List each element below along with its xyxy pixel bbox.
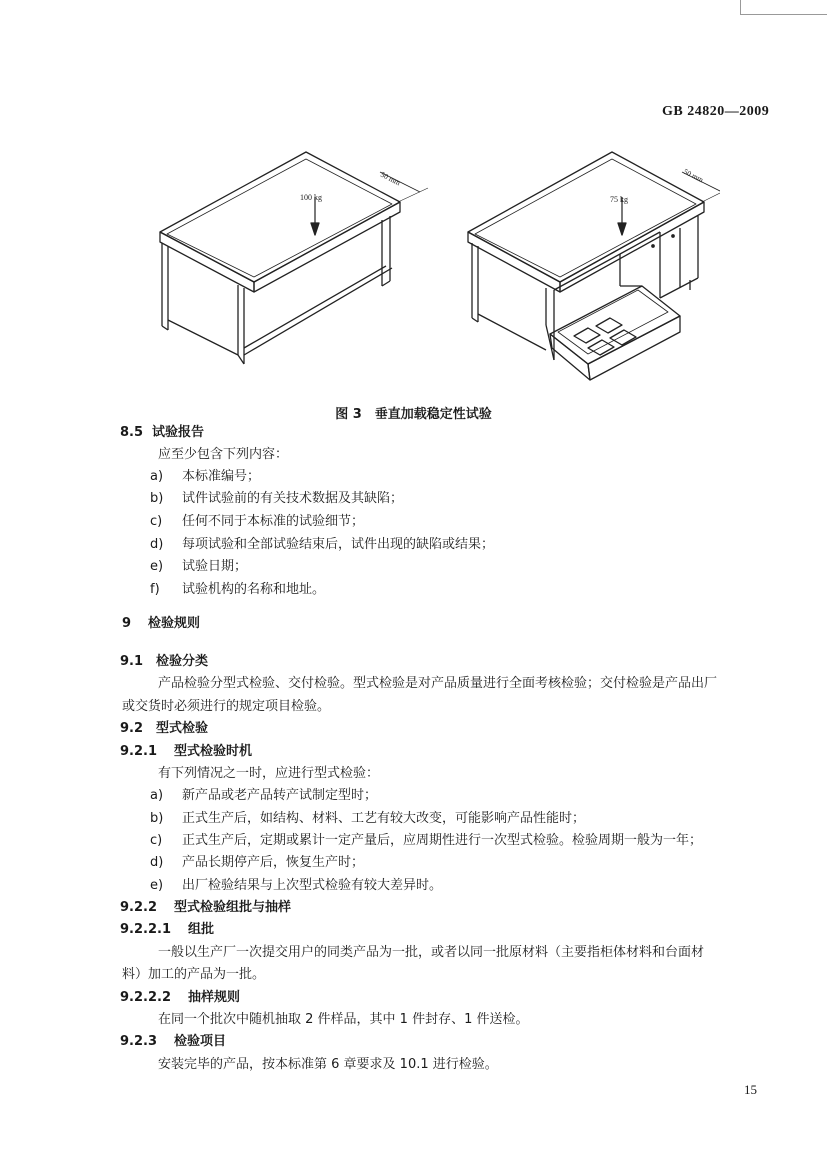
list-item: e) 出厂检验结果与上次型式检验有较大差异时。	[150, 878, 443, 893]
paragraph: 或交货时必须进行的规定项目检验。	[122, 699, 331, 714]
list-item: b) 试件试验前的有关技术数据及其缺陷；	[150, 491, 404, 506]
left-table-drawing	[160, 152, 428, 364]
list-item: a) 本标准编号；	[150, 469, 261, 484]
paragraph: 料）加工的产品为一批。	[122, 967, 266, 982]
standard-code: GB 24820—2009	[662, 104, 770, 119]
page-number: 15	[744, 1082, 757, 1097]
figure-caption: 图 3 垂直加载稳定性试验	[335, 407, 492, 422]
section-9-2-heading: 9.2 型式检验	[120, 721, 209, 736]
section-9-2-3-heading: 9.2.3 检验项目	[120, 1034, 227, 1049]
paragraph: 产品检验分型式检验、交付检验。型式检验是对产品质量进行全面考核检验；交付检验是产品出厂	[158, 676, 718, 691]
s85-intro: 应至少包含下列内容：	[158, 447, 289, 462]
list-item: a) 新产品或老产品转产试制定型时；	[150, 788, 378, 803]
figure-3	[150, 150, 720, 395]
paragraph: 在同一个批次中随机抽取 2 件样品，其中 1 件封存、1 件送检。	[158, 1012, 529, 1027]
paragraph: 一般以生产厂一次提交用户的同类产品为一批，或者以同一批原材料（主要指柜体材料和台面材	[158, 945, 705, 960]
paragraph: 安装完毕的产品，按本标准第 6 章要求及 10.1 进行检验。	[158, 1057, 498, 1072]
section-9-2-1-heading: 9.2.1 型式检验时机	[120, 744, 253, 759]
section-number: 8.5	[120, 425, 144, 440]
corner-mark	[740, 0, 827, 15]
list-item: d) 每项试验和全部试验结束后，试件出现的缺陷或结果；	[150, 537, 495, 552]
section-9-2-2-2-heading: 9.2.2.2 抽样规则	[120, 990, 241, 1005]
left-offset-label: 50 mm	[379, 169, 402, 188]
section-9-2-2-1-heading: 9.2.2.1 组批	[120, 922, 215, 937]
right-offset-label: 50 mm	[682, 166, 705, 185]
list-item: c) 任何不同于本标准的试验细节；	[150, 514, 365, 529]
list-item: b) 正式生产后，如结构、材料、工艺有较大改变，可能影响产品性能时；	[150, 811, 586, 826]
right-load-label: 75 kg	[610, 195, 628, 204]
section-9-heading: 9 检验规则	[122, 616, 201, 631]
s921-intro: 有下列情况之一时，应进行型式检验：	[158, 766, 380, 781]
list-item: c) 正式生产后，定期或累计一定产量后，应周期性进行一次型式检验。检验周期一般为一年；	[150, 833, 703, 848]
section-9-1-heading: 9.1 检验分类	[120, 654, 209, 669]
section-title: 试验报告	[152, 425, 205, 440]
list-item: d) 产品长期停产后，恢复生产时；	[150, 855, 365, 870]
list-item: f) 试验机构的名称和地址。	[150, 582, 326, 597]
section-9-2-2-heading: 9.2.2 型式检验组批与抽样	[120, 900, 292, 915]
list-item: e) 试验日期；	[150, 559, 248, 574]
section-8-5-heading	[120, 423, 204, 443]
left-load-label: 100 kg	[300, 193, 322, 202]
right-cabinet-drawing	[468, 152, 720, 380]
